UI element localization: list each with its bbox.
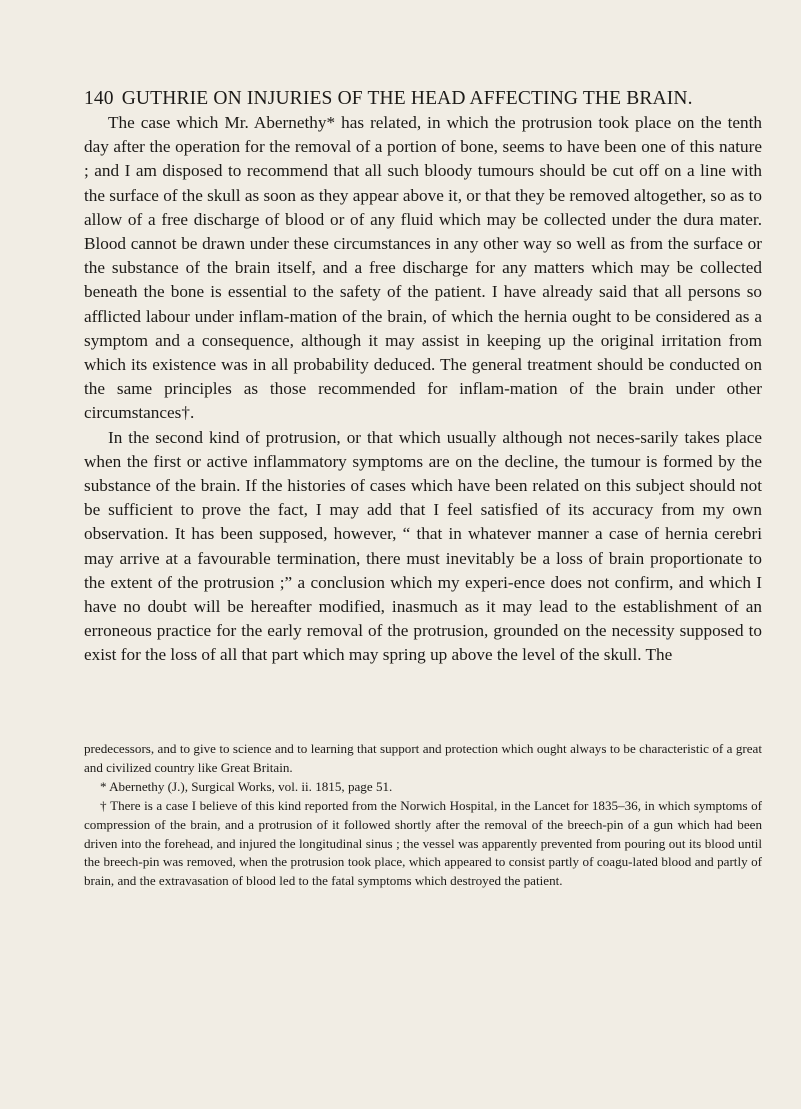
footnote-dagger: † There is a case I believe of this kind reported from the Norwich Hospital, in the Lancet for 1835–36, in which symptoms of compression of the brain, and a protrusion of it followed shortly after the removal of the breech-pin of a gun which had been driven into the forehead, and injured the longitudinal sinus ; the vessel was apparently prevented from pouring out its blood until the breech-pin was removed, when the protrusion took place, which appeared to consist partly of coagu-lated blood and partly of brain, and the extravasation of blood led to the fatal symptoms which destroyed the patient. (84, 797, 762, 889)
paragraph-abernethy-case: The case which Mr. Abernethy* has related, in which the protrusion took place on the tenth day after the operation for the removal of a portion of bone, seems to have been one of this nature ; and I am disposed to recommend that all such bloody tumours should be cut off on a line with the surface of the skull as soon as they appear above it, or that they be removed altogether, so as to allow of a free discharge of blood or of any fluid which may be collected under the dura mater. Blood cannot be drawn under these circumstances in any other way so well as from the surface or the substance of the brain itself, and a free discharge for any matters which may be collected beneath the bone is essential to the safety of the patient. I have already said that all persons so afflicted labour under inflam-mation of the brain, of which the hernia ought to be considered as a symptom and a consequence, although it may assist in keeping up the original irritation from which its existence was in all probability deduced. The general treatment should be conducted on the same principles as those recommended for inflam-mation of the brain under other circumstances†. (84, 113, 762, 423)
running-header (84, 88, 693, 110)
footnotes (84, 740, 762, 891)
footnote-continuation: predecessors, and to give to science and to learning that support and protection which ought always to be characteristic of a great and civilized country like Great Britain. (84, 741, 762, 775)
main-text (84, 111, 762, 668)
page-number: 140 (84, 88, 114, 109)
running-title: GUTHRIE ON INJURIES OF THE HEAD AFFECTING THE BRAIN. (121, 88, 693, 109)
footnote-star: * Abernethy (J.), Surgical Works, vol. ii. 1815, page 51. (100, 778, 393, 794)
paragraph-second-kind-protrusion: In the second kind of protrusion, or that which usually although not neces-sarily takes place when the first or active inflammatory symptoms are on the decline, the tumour is formed by the substance of the brain. If the histories of cases which have been related on this subject should not be sufficient to prove the fact, I may add that I feel satisfied of its accuracy from my own observation. It has been supposed, however, “ that in whatever manner a case of hernia cerebri may arrive at a favourable termination, there must inevitably be a loss of brain proportionate to the extent of the protrusion ;” a conclusion which my experi-ence does not confirm, and which I have no doubt will be hereafter modified, inasmuch as it may lead to the establishment of an erroneous practice for the early removal of the protrusion, grounded on the necessity supposed to exist for the loss of all that part which may spring up above the level of the skull. The (84, 427, 762, 665)
